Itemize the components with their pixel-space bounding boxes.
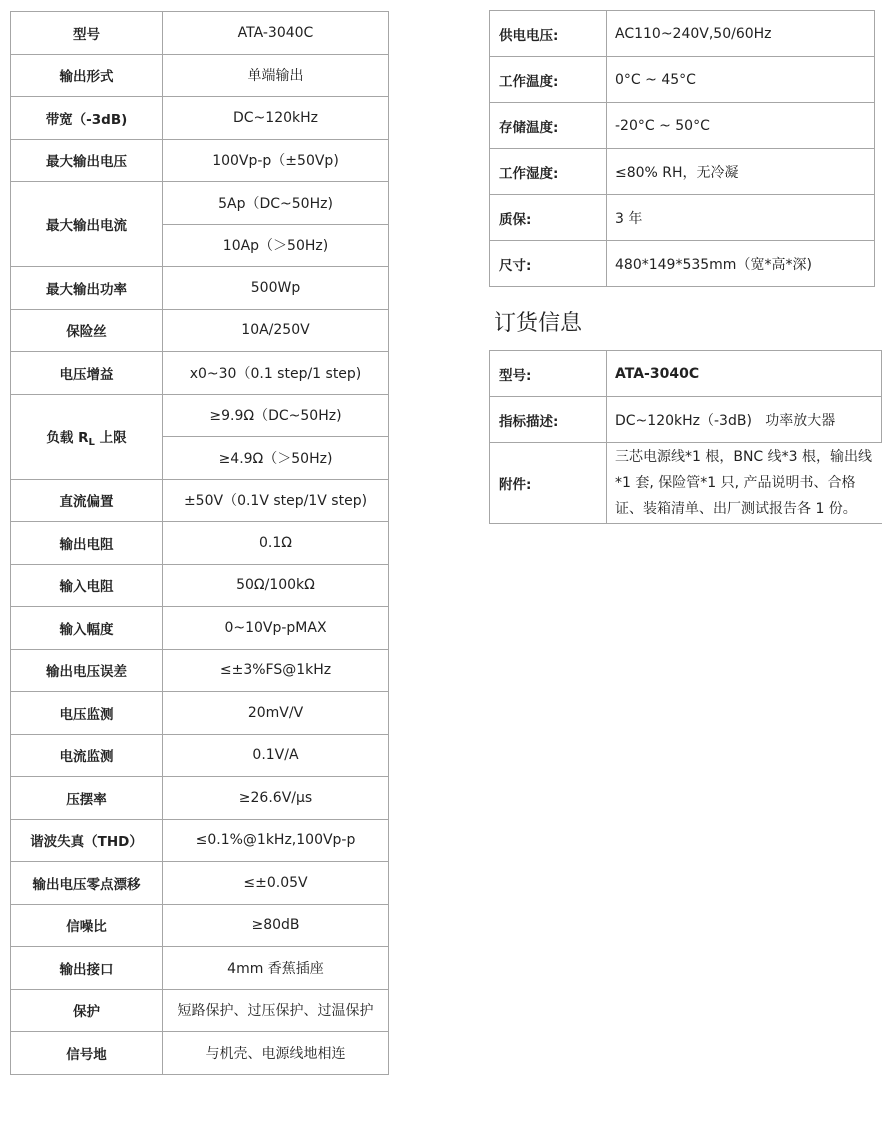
table-row <box>11 862 389 905</box>
spec-value: DC~120kHz <box>163 97 389 140</box>
label-prefix: 负载 R <box>46 429 89 446</box>
order-value: 三芯电源线*1 根，BNC 线*3 根，输出线*1 套, 保险管*1 只, 产品说明书、合格证、装箱清单、出厂测试报告各 1 份。 <box>607 443 882 524</box>
spec-value: ≥26.6V/μs <box>163 777 389 820</box>
spec-value: 与机壳、电源线地相连 <box>163 1032 389 1075</box>
env-label: 存储温度: <box>490 103 607 149</box>
spec-value: 4mm 香蕉插座 <box>163 947 389 990</box>
spec-label: 最大输出功率 <box>11 267 163 310</box>
table-row <box>11 1032 389 1075</box>
spec-value: 0.1V/A <box>163 734 389 777</box>
spec-label: 输出电压误差 <box>11 649 163 692</box>
table-row <box>11 309 389 352</box>
table-row <box>11 904 389 947</box>
env-value: -20°C ~ 50°C <box>607 103 875 149</box>
table-row <box>11 607 389 650</box>
spec-value: x0~30（0.1 step/1 step) <box>163 352 389 395</box>
environment-table <box>489 10 875 287</box>
spec-value: 500Wp <box>163 267 389 310</box>
env-value: 480*149*535mm（宽*高*深) <box>607 241 875 287</box>
spec-label: 信号地 <box>11 1032 163 1075</box>
spec-label: 电压监测 <box>11 692 163 735</box>
spec-value: ≤0.1%@1kHz,100Vp-p <box>163 819 389 862</box>
spec-value: 20mV/V <box>163 692 389 735</box>
spec-label: 最大输出电流 <box>11 182 163 267</box>
spec-label: 最大输出电压 <box>11 139 163 182</box>
table-row <box>490 195 875 241</box>
spec-label: 输出接口 <box>11 947 163 990</box>
order-label: 型号: <box>490 351 607 397</box>
table-row <box>490 443 882 524</box>
table-row <box>490 103 875 149</box>
order-info-table <box>489 350 882 524</box>
order-label: 附件: <box>490 443 607 524</box>
spec-table <box>10 11 389 1075</box>
spec-label: 输入电阻 <box>11 564 163 607</box>
env-label: 质保: <box>490 195 607 241</box>
table-row <box>11 649 389 692</box>
table-row <box>11 522 389 565</box>
spec-value: ATA-3040C <box>163 12 389 55</box>
spec-value: 短路保护、过压保护、过温保护 <box>163 989 389 1032</box>
label-subscript: L <box>88 436 95 448</box>
table-row <box>11 12 389 55</box>
spec-value: 50Ω/100kΩ <box>163 564 389 607</box>
table-row <box>11 479 389 522</box>
label-suffix: 上限 <box>94 429 127 446</box>
table-row <box>11 352 389 395</box>
env-value: ≤80% RH，无冷凝 <box>607 149 875 195</box>
env-label: 尺寸: <box>490 241 607 287</box>
table-row <box>490 241 875 287</box>
order-value: DC~120kHz（-3dB) 功率放大器 <box>607 397 882 443</box>
order-value: ATA-3040C <box>607 351 882 397</box>
order-label: 指标描述: <box>490 397 607 443</box>
spec-label: 保护 <box>11 989 163 1032</box>
spec-value: ≥80dB <box>163 904 389 947</box>
spec-value: 10A/250V <box>163 309 389 352</box>
spec-value: 0~10Vp-pMAX <box>163 607 389 650</box>
spec-label: 输入幅度 <box>11 607 163 650</box>
spec-label <box>11 394 163 479</box>
table-row <box>11 139 389 182</box>
spec-label: 直流偏置 <box>11 479 163 522</box>
spec-label: 电压增益 <box>11 352 163 395</box>
env-label: 工作温度: <box>490 57 607 103</box>
spec-value: ≥9.9Ω（DC~50Hz) <box>163 394 389 437</box>
spec-label: 压摆率 <box>11 777 163 820</box>
table-row <box>11 692 389 735</box>
table-row <box>11 564 389 607</box>
table-row <box>11 97 389 140</box>
env-value: 3 年 <box>607 195 875 241</box>
table-row <box>11 777 389 820</box>
spec-label: 型号 <box>11 12 163 55</box>
table-row <box>11 267 389 310</box>
env-label: 工作湿度: <box>490 149 607 195</box>
env-value: 0°C ~ 45°C <box>607 57 875 103</box>
spec-value: ≤±0.05V <box>163 862 389 905</box>
table-row <box>11 734 389 777</box>
table-row <box>11 182 389 225</box>
table-row <box>11 54 389 97</box>
spec-value: ≤±3%FS@1kHz <box>163 649 389 692</box>
table-row <box>11 947 389 990</box>
table-row <box>490 351 882 397</box>
spec-label: 电流监测 <box>11 734 163 777</box>
env-value: AC110~240V,50/60Hz <box>607 11 875 57</box>
spec-value: 10Ap（＞50Hz) <box>163 224 389 267</box>
spec-label: 输出形式 <box>11 54 163 97</box>
spec-label: 保险丝 <box>11 309 163 352</box>
spec-value: ±50V（0.1V step/1V step) <box>163 479 389 522</box>
spec-value: 100Vp-p（±50Vp) <box>163 139 389 182</box>
spec-value: 5Ap（DC~50Hz) <box>163 182 389 225</box>
table-row <box>11 394 389 437</box>
spec-value: 单端输出 <box>163 54 389 97</box>
table-row <box>490 149 875 195</box>
spec-label: 输出电压零点漂移 <box>11 862 163 905</box>
order-info-heading: 订货信息 <box>494 311 583 336</box>
spec-label: 谐波失真（THD） <box>11 819 163 862</box>
spec-value: ≥4.9Ω（＞50Hz) <box>163 437 389 480</box>
spec-value: 0.1Ω <box>163 522 389 565</box>
spec-label: 输出电阻 <box>11 522 163 565</box>
table-row <box>490 397 882 443</box>
table-row <box>490 11 875 57</box>
env-label: 供电电压: <box>490 11 607 57</box>
table-row <box>490 57 875 103</box>
spec-label: 信噪比 <box>11 904 163 947</box>
table-row <box>11 989 389 1032</box>
spec-label: 带宽（-3dB) <box>11 97 163 140</box>
table-row <box>11 819 389 862</box>
